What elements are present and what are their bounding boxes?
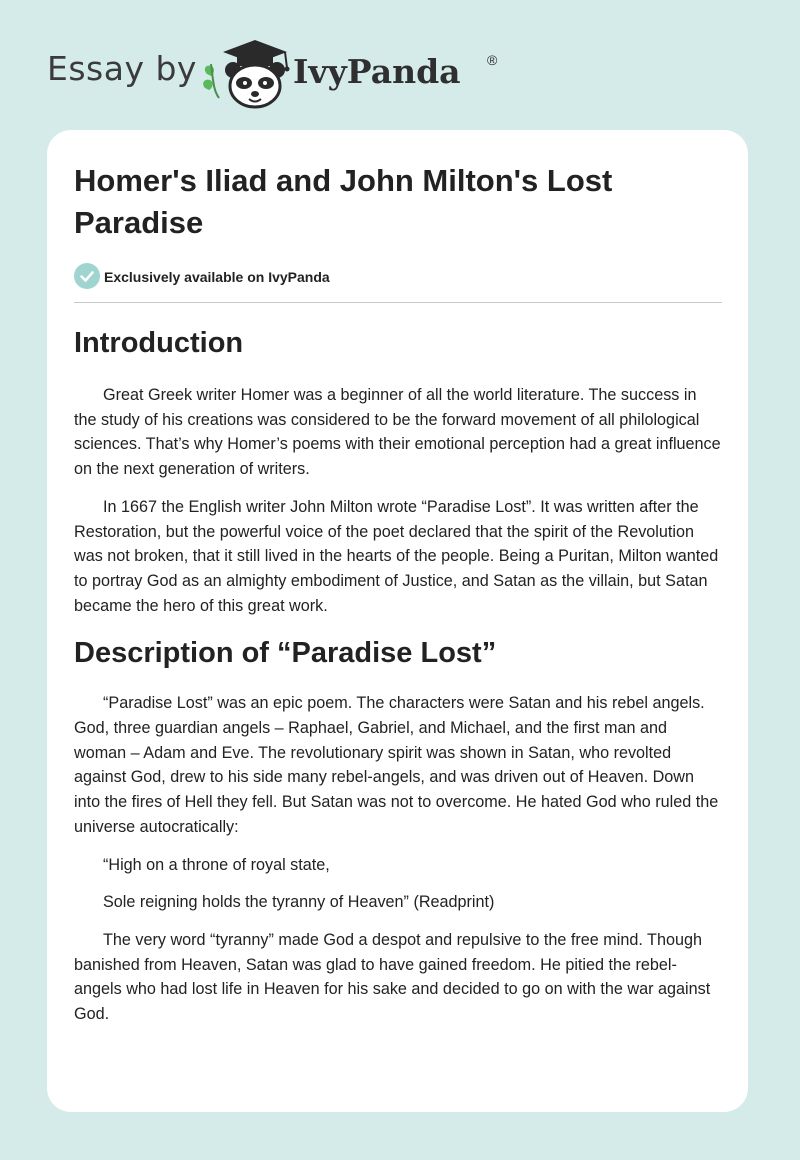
registered-mark: ® xyxy=(487,52,498,68)
essay-card xyxy=(47,130,748,1112)
brand-name[interactable]: IvyPanda xyxy=(293,52,461,91)
section-heading-introduction: Introduction xyxy=(74,327,244,359)
title-divider xyxy=(74,302,722,303)
check-circle-icon xyxy=(74,263,100,289)
paragraph: “Paradise Lost” was an epic poem. The characters were Satan and his rebel angels. God, three guardian angels – Raphael, Gabriel, and Michael, and the first man and woman – Adam and Eve. The revolutionary spirit was shown in Satan, who revolted against God, drew to his side many rebel-angels, and was driven out of Heaven. Down into the fires of Hell they fell. But Satan was not to overcome. He hated God who ruled the universe autocratically: xyxy=(74,694,719,836)
section-heading-description: Description of “Paradise Lost” xyxy=(74,637,497,670)
site-header xyxy=(47,34,507,114)
essay-title: Homer's Iliad and John Milton's Lost Paradise xyxy=(74,163,613,240)
paragraph: In 1667 the English writer John Milton wrote “Paradise Lost”. It was written after the Restoration, but the powerful voice of the poet declared that the spirit of the Revolution was not broken, that it still lived in the hearts of the people. Being a Puritan, Milton wanted to portray God as an almighty embodiment of Justice, and Satan as the villain, but Satan became the hero of this great work. xyxy=(74,497,719,615)
quote-line: Sole reigning holds the tyranny of Heaven” (Readprint) xyxy=(103,893,495,912)
quote-line: “High on a throne of royal state, xyxy=(103,855,330,874)
paragraph: The very word “tyranny” made God a despot and repulsive to the free mind. Though banished from Heaven, Satan was glad to have gained freedom. He pitied the rebel-angels who had lost life in Heaven for his sake and decided to go on with the war against God. xyxy=(74,930,711,1024)
brand-prefix: Essay by xyxy=(47,49,197,88)
panda-graduate-logo-icon[interactable] xyxy=(201,34,297,110)
paragraph: Great Greek writer Homer was a beginner of all the world literature. The success in the study of his creations was considered to be the forward movement of all philological sciences. That’s why Homer’s poems with their emotional perception had a great influence on the next generation of writers. xyxy=(74,386,721,479)
exclusive-badge-label: Exclusively available on IvyPanda xyxy=(104,269,330,285)
essay-body xyxy=(74,325,722,1040)
